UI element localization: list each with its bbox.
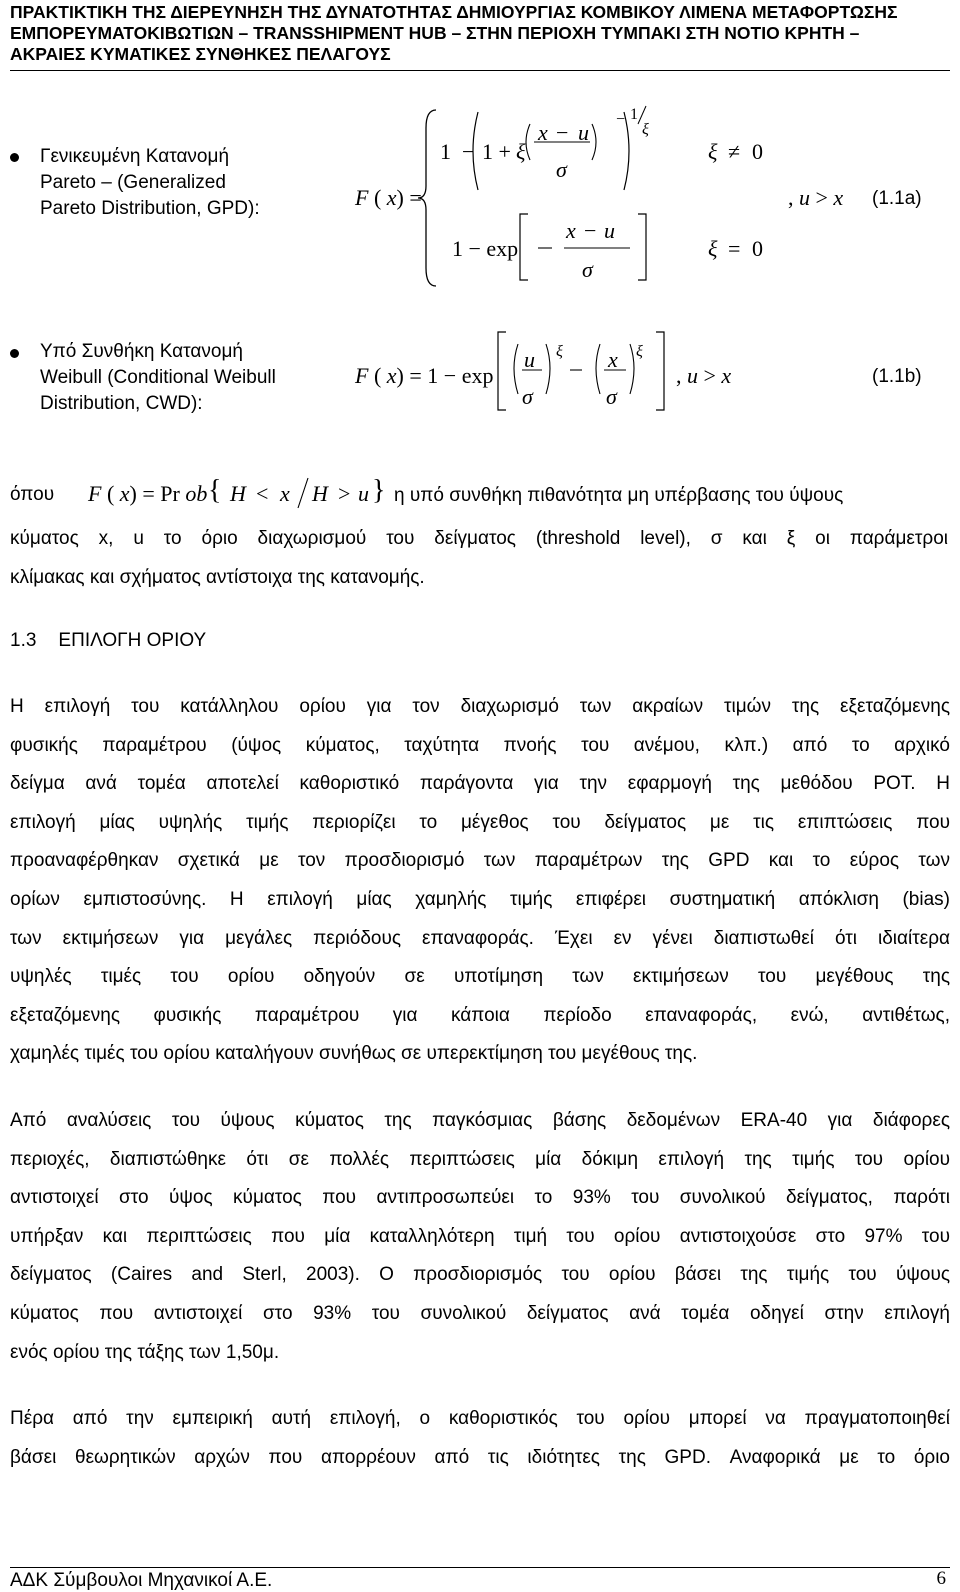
document-header [10,2,950,65]
paragraph [10,1400,950,1477]
header-line-2: ΕΜΠΟΡΕΥΜΑΤΟΚΙΒΩΤΙΩΝ – TRANSSHIPMENT HUB – ΣΤΗΝ ΠΕΡΙΟΧΗ ΤΥΜΠΑΚΙ ΣΤΗ ΝΟΤΙΟ ΚΡΗΤΗ – [10,23,860,43]
paragraph-line: των εκτιμήσεων για μεγάλες περιόδους επαναφοράς. Έχει εν γένει διαπιστωθεί ότι ιδιαίτερα [10,927,950,949]
cwd-label-line: Weibull (Conditional Weibull [40,367,276,388]
bullet-dot [10,153,19,162]
section-number: 1.3 [10,630,37,651]
paragraph-line: υψηλές τιμές του ορίου οδηγούν σε υποτίμηση των εκτιμήσεων του μεγέθους της [10,966,950,988]
where-line-3: κλίμακας και σχήματος αντίστοιχα της κατανομής. [10,567,425,588]
gpd-label-line: Γενικευμένη Κατανομή [40,146,230,167]
gpd-label [40,144,260,222]
cwd-label-line: Distribution, CWD): [40,393,203,414]
paragraph-line: αντιστοιχεί στο ύψος κύματος που αντιπροσωπεύει το 93% του συνολικού δείγματος, παρότι [10,1187,950,1209]
header-line-3: ΑΚΡΑΙΕΣ ΚΥΜΑΤΙΚΕΣ ΣΥΝΘΗΚΕΣ ΠΕΛΑΓΟΥΣ [10,44,391,64]
paragraph-line: Η επιλογή του κατάλληλου ορίου για τον διαχωρισμό των ακραίων τιμών της εξεταζόμενης [10,696,950,717]
paragraph-line: φυσικής παραμέτρου (ύψος κύματος, ταχύτητα πνοής του ανέμου, κλπ.) από το αρχικό [10,734,950,756]
where-description: η υπό συνθήκη πιθανότητα μη υπέρβασης του ύψους [394,485,844,506]
paragraph-line: υπήρξαν και περιπτώσεις που μία καταλληλότερη τιμή του ορίου αντιστοιχούσε στο 97% του [10,1225,950,1247]
paragraph-line: χαμηλές τιμές του ορίου καταλήγουν συνήθως σε υπερεκτίμηση του μεγέθους της. [10,1043,698,1065]
equation-label: (1.1a) [872,188,922,209]
paragraph [10,1102,950,1372]
page-number: 6 [936,1568,946,1589]
header-rule [10,70,950,71]
section-title: ΕΠΙΛΟΓΗ ΟΡΙΟΥ [58,630,207,651]
equation-label: (1.1b) [872,366,922,387]
where-line-2: κύματος x, u το όριο διαχωρισμού του δείγματος (threshold level), σ και ξ οι παράμετροι [10,528,948,549]
paragraph-line: ενός ορίου της τάξης των 1,50μ. [10,1341,280,1363]
paragraph-line: ορίων εμπιστοσύνης. Η επιλογή μίας χαμηλής τιμής επιφέρει συστηματική απόκλιση (bias) [10,888,950,910]
header-line-1: ΠΡΑΚΤΙΚΤΙΚΗ ΤΗΣ ΔΙΕΡΕΥΝΗΣΗ ΤΗΣ ΔΥΝΑΤΟΤΗΤΑΣ ΔΗΜΙΟΥΡΓΙΑΣ ΚΟΜΒΙΚΟΥ ΛΙΜΕΝΑ ΜΕΤΑΦΟΡΤΩΣΗΣ [10,2,898,22]
gpd-label-line: Pareto Distribution, GPD): [40,198,260,219]
cwd-label-line: Υπό Συνθήκη Κατανομή [40,341,243,362]
paragraph-line: περιοχές, διαπιστώθηκε ότι σε πολλές περιπτώσεις μία δόκιμη επιλογή της τιμής του ορίου [10,1148,950,1170]
paragraph-line: προαναφέρθηκαν σχετικά με τον προσδιορισμό των παραμέτρων της GPD και το εύρος των [10,850,950,872]
paragraph-line: Πέρα από την εμπειρική αυτή επιλογή, ο καθοριστικός του ορίου μπορεί να πραγματοποιηθεί [10,1408,950,1429]
paragraph [10,688,950,1074]
footer-rule [10,1567,950,1568]
where-word: όπου [10,484,55,505]
section-heading [10,628,206,654]
gpd-label-line: Pareto – (Generalized [40,172,226,193]
paragraph-line: εξεταζόμενης φυσικής παραμέτρου για κάποια περίοδο επαναφοράς, ενώ, αντιθέτως, [10,1004,950,1026]
paragraph-line: κύματος που αντιστοιχεί στο 93% του συνολικού δείγματος ανά τομέα οδηγεί στην επιλογή [10,1302,950,1324]
conditional-slash [296,476,310,510]
paragraph-line: επιλογή μίας υψηλής τιμής περιορίζει το μέγεθος του δείγματος με τις επιπτώσεις που [10,811,950,833]
footer-company: ΑΔΚ Σύμβουλοι Μηχανικοί Α.Ε. [10,1570,273,1591]
bullet-dot [10,349,19,358]
left-brace [418,108,438,288]
cwd-label [40,339,276,417]
paragraph-line: Από αναλύσεις του ύψους κύματος της παγκόσμιας βάσης δεδομένων ERA-40 για διάφορες [10,1110,950,1131]
paragraph-line: βάσει θεωρητικών αρχών που απορρέουν από τις ιδιότητες της GPD. Αναφορικά με το όριο [10,1446,950,1468]
paragraph-line: δείγμα ανά τομέα αποτελεί καθοριστικό παράγοντα για την εφαρμογή της μεθόδου POT. Η [10,773,950,795]
paragraph-line: δείγματος (Caires and Sterl, 2003). Ο προσδιορισμός του ορίου βάσει της τιμής του ύψους [10,1264,950,1286]
